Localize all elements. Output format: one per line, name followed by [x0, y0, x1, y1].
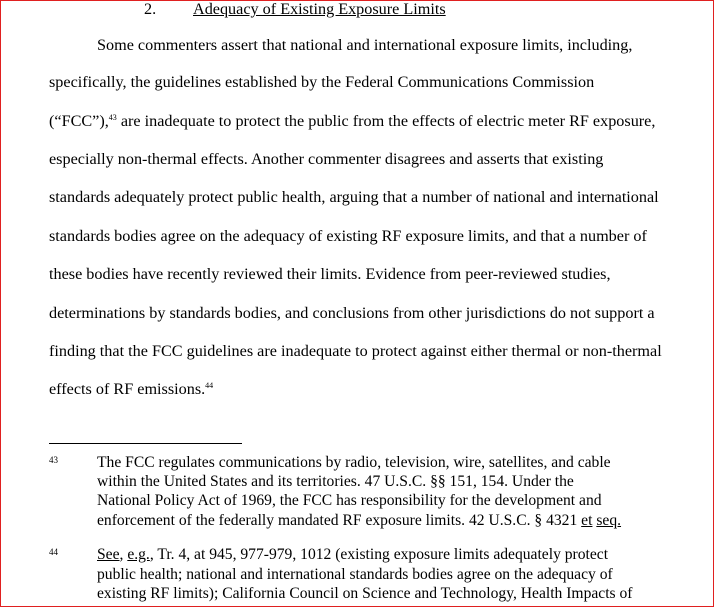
body-line: especially non-thermal effects. Another commenter disagrees and asserts that existing [49, 150, 604, 168]
body-line: standards adequately protect public health, arguing that a number of national and international [49, 188, 659, 206]
citation-signal: e.g. [127, 546, 150, 563]
body-line: Some commenters assert that national and international exposure limits, including, [97, 36, 633, 54]
body-line [49, 379, 213, 399]
footnote-number: 44 [49, 547, 58, 557]
section-heading: Adequacy of Existing Exposure Limits [193, 0, 446, 18]
footnote-line: National Policy Act of 1969, the FCC has responsibility for the development and [97, 492, 602, 509]
footnote-ref-43[interactable]: 43 [108, 113, 117, 122]
footnote-text: enforcement of the federally mandated RF exposure limits. 42 U.S.C. § 4321 [97, 512, 582, 529]
footnote-line: existing RF limits); California Council on Science and Technology, Health Impacts of [97, 585, 633, 602]
citation-signal: See [97, 546, 120, 563]
footnote-text: , [119, 546, 128, 563]
body-line: these bodies have recently reviewed their limits. Evidence from peer-reviewed studies, [49, 265, 611, 283]
body-line: standards bodies agree on the adequacy of existing RF exposure limits, and that a number of [49, 227, 647, 245]
body-text: are inadequate to protect the public from the effects of electric meter RF exposure, [116, 112, 656, 130]
body-line: specifically, the guidelines established by the Federal Communications Commission [49, 73, 595, 91]
body-text: (“FCC”), [49, 112, 109, 130]
section-number: 2. [144, 0, 157, 18]
footnote-line: within the United States and its territories. 47 U.S.C. §§ 151, 154. Under the [97, 473, 574, 490]
body-text: effects of RF emissions. [49, 380, 206, 398]
citation-signal: et [581, 512, 593, 529]
footnote-line: The FCC regulates communications by radio, television, wire, satellites, and cable [97, 454, 611, 471]
body-line: determinations by standards bodies, and conclusions from other jurisdictions do not support a [49, 304, 655, 322]
footnote-line [97, 545, 608, 565]
body-line: finding that the FCC guidelines are inadequate to protect against either thermal or non-thermal [49, 342, 662, 360]
footnote-ref-44[interactable]: 44 [205, 381, 214, 390]
body-line [49, 111, 655, 131]
footnote-text: , Tr. 4, at 945, 977-979, 1012 (existing exposure limits adequately protect [149, 546, 609, 563]
footnote-line: public health; national and international standards bodies agree on the adequacy of [97, 566, 613, 583]
citation-signal: seq. [596, 512, 622, 529]
footnote-number: 43 [49, 455, 58, 465]
footnote-separator [49, 443, 242, 444]
footnote-line [97, 511, 621, 531]
